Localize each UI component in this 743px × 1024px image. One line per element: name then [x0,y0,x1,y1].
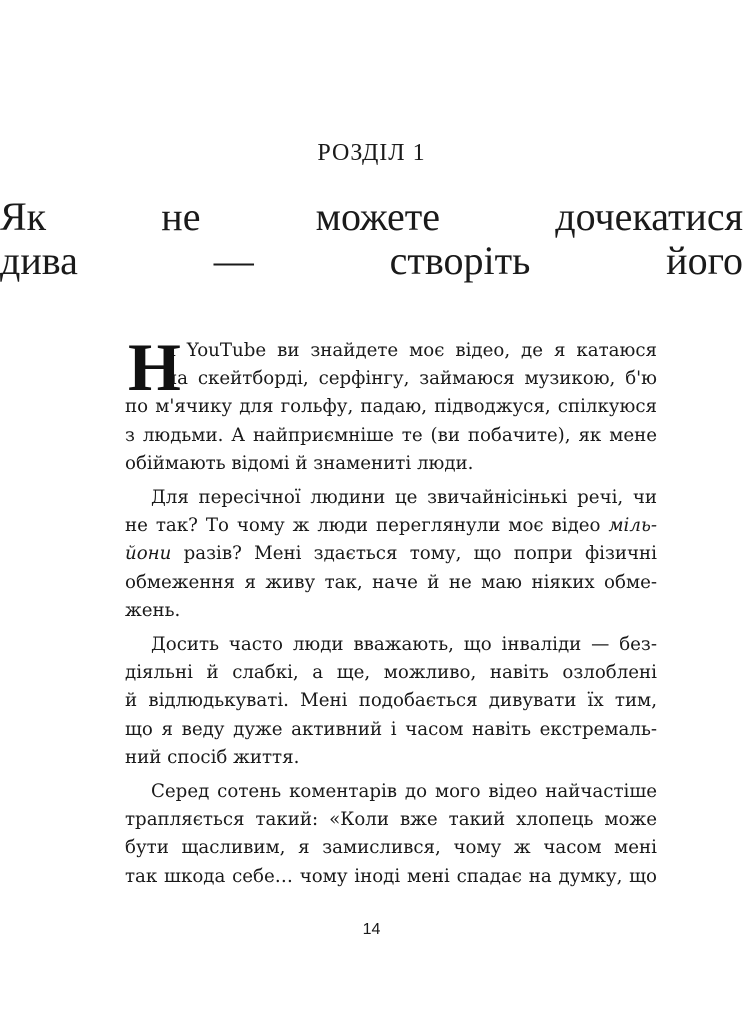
text-line: обмеження я живу так, наче й не маю ніяких обме- [125,571,657,593]
text-line: з людьми. А найприємніше те (ви побачите), як мене [125,424,657,446]
text-line: обіймають відомі й знамениті люди. [125,452,474,474]
text-line: діяльні й слабкі, а ще, можливо, навіть озлоблені [125,662,657,684]
text-line: Досить часто люди вважають, що інваліди — без- [151,634,657,656]
chapter-title [0,195,743,283]
text-line: Серед сотень коментарів до мого відео найчастіше [151,781,657,803]
text-line: що я веду дуже активний і часом навіть екстремаль- [125,718,657,740]
paragraph [125,329,657,478]
text-line: бути щасливим, я замислився, чому ж часом мені [125,837,657,859]
paragraph [125,631,657,772]
italic-text: йони [125,543,172,565]
text-segment: разів? Мені здається тому, що попри фізичні [171,543,657,565]
text-line: жень. [125,599,181,621]
chapter-title-line: дива — створіть його [0,238,743,283]
text-line: так шкода себе… чому іноді мені спадає на думку, що [125,865,657,887]
drop-cap: Н [128,329,181,405]
chapter-title-line: Як не можете дочекатися [0,194,743,239]
text-line: Для пересічної людини це звичайнісінькі речі, чи [151,487,657,509]
text-line: й відлюдькуваті. Мені подобається дивувати їх тим, [125,690,657,712]
text-line [125,512,657,540]
text-line: по м'ячику для гольфу, падаю, підводжуся, спілкуюся [125,396,657,418]
text-line: ний спосіб життя. [125,746,300,768]
paragraph [125,484,657,625]
page-number: 14 [362,921,381,938]
italic-text: міль- [608,515,657,537]
body-text [125,329,657,891]
paragraph [125,778,657,891]
text-line: а YouTube ви знайдете моє відео, де я катаюся [165,340,657,361]
text-line [125,540,657,568]
text-line: трапляється такий: «Коли вже такий хлопець може [125,809,657,831]
chapter-label: РОЗДІЛ 1 [317,140,426,166]
text-line: на скейтборді, серфінгу, займаюся музикою, б'ю [165,368,657,390]
text-segment: не так? То чому ж люди переглянули моє відео [125,515,609,537]
